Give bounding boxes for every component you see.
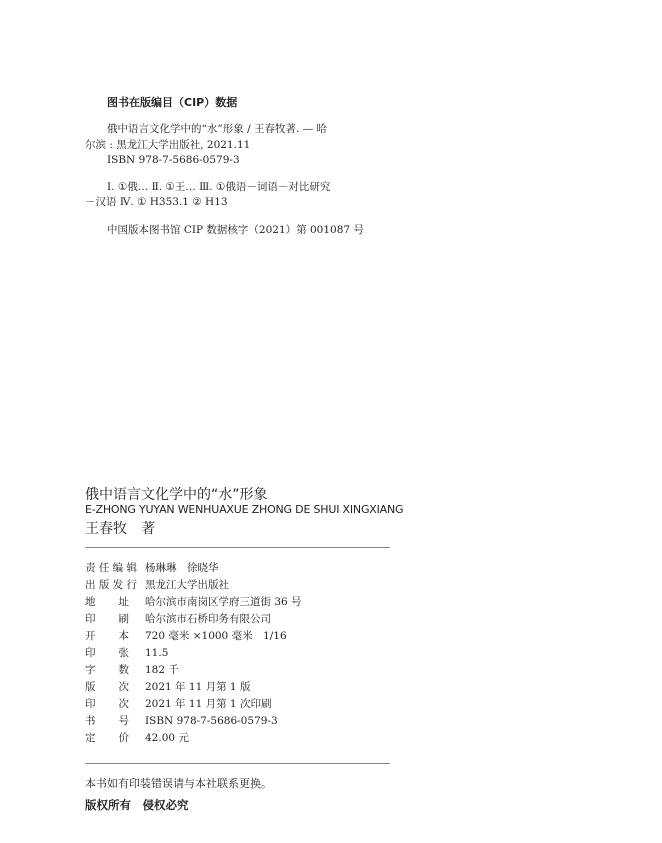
info-label: 印 次 <box>85 698 129 710</box>
info-label: 出 版 发 行 <box>85 579 137 591</box>
book-title-pinyin: E-ZHONG YUYAN WENHUAXUE ZHONG DE SHUI XINGXIANG <box>85 503 404 516</box>
info-label: 印 刷 <box>85 613 129 625</box>
cip-heading: 图书在版编目（CIP）数据 <box>107 96 238 109</box>
author-role: 著 <box>141 521 155 537</box>
info-row <box>85 611 302 628</box>
publication-info <box>85 560 302 747</box>
info-value: 42.00 元 <box>145 732 189 744</box>
divider-bottom <box>85 763 390 764</box>
cip-line-2: 尔滨 : 黑龙江大学出版社, 2021.11 <box>85 139 251 151</box>
cip-line-1: 俄中语言文化学中的“水”形象 / 王春牧著. — 哈 <box>107 123 327 135</box>
info-value: 182 千 <box>145 664 179 676</box>
cip-line-4: Ⅰ. ①俄… Ⅱ. ①王… Ⅲ. ①俄语－词语－对比研究 <box>107 181 331 193</box>
copyright-notice: 版权所有 侵权必究 <box>85 798 189 812</box>
info-value: 哈尔滨市石桥印务有限公司 <box>145 613 271 625</box>
info-row <box>85 594 302 611</box>
info-row <box>85 560 302 577</box>
info-value: 杨琳琳 徐晓华 <box>145 562 219 574</box>
info-label: 字 数 <box>85 664 129 676</box>
book-author <box>85 518 155 538</box>
info-value: 2021 年 11 月第 1 版 <box>145 681 251 693</box>
info-label: 开 本 <box>85 630 129 642</box>
info-row <box>85 696 302 713</box>
info-label: 定 价 <box>85 732 129 744</box>
info-row <box>85 628 302 645</box>
info-label: 印 张 <box>85 647 129 659</box>
info-row <box>85 577 302 594</box>
replacement-notice: 本书如有印装错误请与本社联系更换。 <box>85 777 272 790</box>
book-title: 俄中语言文化学中的“水”形象 <box>85 487 268 503</box>
info-row <box>85 645 302 662</box>
info-label: 地 址 <box>85 596 129 608</box>
info-row <box>85 662 302 679</box>
info-row <box>85 679 302 696</box>
info-value: 2021 年 11 月第 1 次印刷 <box>145 698 272 710</box>
info-value: ISBN 978-7-5686-0579-3 <box>145 715 278 727</box>
info-label: 版 次 <box>85 681 129 693</box>
info-row <box>85 713 302 730</box>
info-value: 720 毫米 ×1000 毫米 1/16 <box>145 630 287 642</box>
info-value: 黑龙江大学出版社 <box>145 579 229 591</box>
divider-top <box>85 547 390 548</box>
info-value: 哈尔滨市南岗区学府三道街 36 号 <box>145 596 302 608</box>
info-value: 11.5 <box>145 647 169 659</box>
cip-line-3: ISBN 978-7-5686-0579-3 <box>107 154 240 166</box>
info-label: 书 号 <box>85 715 129 727</box>
info-row <box>85 730 302 747</box>
info-label: 责 任 编 辑 <box>85 562 137 574</box>
cip-line-6: 中国版本图书馆 CIP 数据核字（2021）第 001087 号 <box>107 224 364 236</box>
cip-line-5: －汉语 Ⅳ. ① H353.1 ② H13 <box>85 196 228 208</box>
author-name: 王春牧 <box>85 521 127 537</box>
